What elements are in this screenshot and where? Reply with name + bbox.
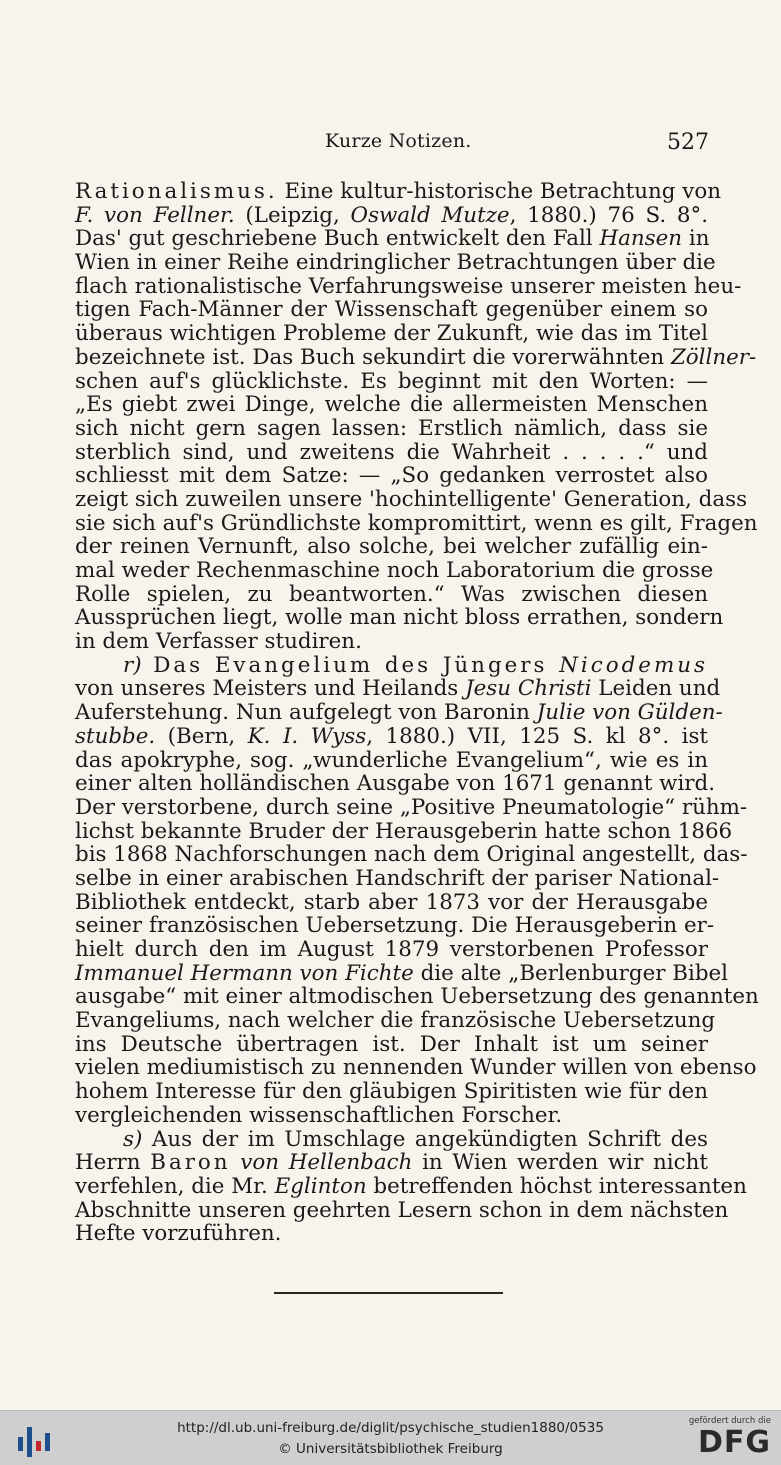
copyright-text: © Universitätsbibliothek Freiburg xyxy=(278,1441,503,1457)
text-segment: mal weder Rechenmaschine noch Laboratorium die grosse xyxy=(75,558,714,583)
text-segment: der reinen Vernunft, also solche, bei welcher zufällig ein- xyxy=(75,534,708,560)
text-segment: Leiden und xyxy=(591,676,721,702)
text-segment: hielt durch den im August 1879 verstorbenen Professor xyxy=(75,937,708,962)
text-segment: ausgabe“ mit einer altmodischen Uebersetzung des genannten xyxy=(75,984,759,1010)
text-line xyxy=(75,1128,708,1152)
text-line xyxy=(75,322,708,346)
text-line xyxy=(75,1197,729,1223)
text-segment: „Es giebt zwei Dinge, welche die allermeisten Menschen xyxy=(75,392,708,418)
text-segment: stubbe. xyxy=(75,723,156,749)
dfg-caption: gefördert durch die xyxy=(688,1416,771,1426)
text-segment: Hefte vorzuführen. xyxy=(75,1221,282,1247)
text-segment: K. I. Wyss xyxy=(247,723,367,749)
text-line xyxy=(75,865,720,891)
text-segment: vielen mediumistisch zu nennenden Wunder willen von ebenso xyxy=(75,1055,757,1081)
end-rule xyxy=(274,1292,503,1294)
text-segment: Evangeliums, nach welcher die französische Uebersetzung xyxy=(75,1008,716,1034)
text-line xyxy=(75,417,708,441)
text-line xyxy=(75,891,708,915)
text-line xyxy=(75,913,715,939)
text-segment: selbe in einer arabischen Handschrift der pariser National- xyxy=(75,865,720,891)
text-line xyxy=(75,938,708,962)
text-line xyxy=(75,771,716,797)
dfg-logo: DFG xyxy=(697,1425,771,1460)
text-segment: Baron xyxy=(150,1150,231,1176)
text-line xyxy=(75,1080,708,1104)
text-segment: , 1880.) 76 S. 8°. xyxy=(509,202,709,228)
text-segment: Julie von Gülden- xyxy=(536,700,723,726)
text-segment: verfehlen, die Mr. xyxy=(75,1173,275,1199)
text-segment: F. von Fellner. xyxy=(75,202,235,228)
page-number: 527 xyxy=(667,130,709,155)
text-segment: r) xyxy=(123,652,142,678)
text-line xyxy=(75,960,729,986)
text-line xyxy=(75,1033,708,1057)
text-segment: seiner französischen Uebersetzung. Die Herausgeberin er- xyxy=(75,913,715,939)
text-segment: Eine kultur-historische Betrachtung von xyxy=(277,179,722,204)
text-line xyxy=(75,464,708,488)
text-line xyxy=(75,583,708,607)
text-segment: (Bern, xyxy=(155,723,248,749)
text-segment: in xyxy=(682,226,710,252)
text-segment: Der verstorbene, durch seine „Positive Pneumatologie“ rühm- xyxy=(75,794,748,820)
text-segment: sich nicht gern sagen lassen: Erstlich nämlich, dass sie xyxy=(75,415,708,441)
text-segment: Das' gut geschriebene Buch entwickelt den Fall xyxy=(75,226,600,252)
text-segment: sterblich sind, und zweitens die Wahrheit . . . . .“ und xyxy=(75,439,708,465)
text-segment: Aus der im Umschlage angekündigten Schrift des xyxy=(142,1126,708,1152)
text-line xyxy=(75,1008,716,1034)
text-segment: sie sich auf's Gründlichste kompromittirt, wenn es gilt, Fragen xyxy=(75,510,758,536)
text-line xyxy=(75,179,722,204)
text-segment: in Wien werden wir nicht xyxy=(412,1150,708,1176)
text-line xyxy=(75,842,748,868)
text-segment: Herrn xyxy=(75,1150,151,1176)
text-segment: Aussprüchen liegt, wolle man nicht bloss errathen, sondern xyxy=(75,605,724,631)
text-segment: (Leipzig, xyxy=(234,202,351,228)
text-segment: Rationalismus. xyxy=(75,179,278,204)
footer-bar xyxy=(0,1410,781,1465)
text-line xyxy=(75,654,708,678)
text-line xyxy=(75,393,708,417)
text-line xyxy=(75,204,708,228)
text-segment: Zöllner- xyxy=(670,344,757,370)
text-line xyxy=(75,1055,757,1081)
text-line xyxy=(75,558,714,583)
text-segment: in dem Verfasser studiren. xyxy=(75,629,362,655)
text-segment: schliesst mit dem Satze: — „So gedanken verrostet also xyxy=(75,463,708,489)
text-segment: tigen Fach-Männer der Wissenschaft gegenüber einem so xyxy=(75,297,708,323)
text-line xyxy=(75,250,716,276)
text-line xyxy=(75,984,759,1010)
text-segment: hohem Interesse für den gläubigen Spiritisten wie für den xyxy=(75,1079,708,1105)
text-segment: lichst bekannte Bruder der Herausgeberin hatte schon 1866 xyxy=(75,818,733,844)
source-url-link[interactable]: http://dl.ub.uni-freiburg.de/diglit/psychische_studien1880/0535 xyxy=(177,1420,604,1436)
text-line xyxy=(75,370,708,394)
text-line xyxy=(75,273,742,299)
text-segment: Jesu Christi xyxy=(465,676,592,702)
body-text xyxy=(75,179,759,1247)
text-segment: schen auf's glücklichste. Es beginnt mit den Worten: — xyxy=(75,368,708,394)
text-line xyxy=(75,749,708,773)
text-segment: Oswald Mutze xyxy=(350,202,510,228)
text-line xyxy=(75,700,723,726)
text-segment: zeigt sich zuweilen unsere 'hochintelligente' Generation, dass xyxy=(75,486,748,512)
text-line xyxy=(75,441,708,465)
text-line xyxy=(75,1173,747,1199)
text-segment: überaus wichtigen Probleme der Zukunft, wie das im Titel xyxy=(75,321,708,347)
text-segment: Rolle spielen, zu beantworten.“ Was zwischen diesen xyxy=(75,581,708,607)
text-segment: , 1880.) VII, 125 S. kl 8°. ist xyxy=(366,723,709,749)
text-segment: s) xyxy=(123,1126,143,1152)
text-line xyxy=(75,1104,708,1128)
text-line xyxy=(75,630,708,654)
text-segment: Nicodemus xyxy=(559,652,708,678)
text-segment: betreffenden höchst interessanten xyxy=(366,1173,747,1199)
text-line xyxy=(75,486,748,512)
text-segment: vergleichenden wissenschaftlichen Forscher. xyxy=(75,1102,563,1128)
text-segment: Wien in einer Reihe eindringlicher Betrachtungen über die xyxy=(75,250,716,276)
text-line xyxy=(75,298,708,322)
text-segment: das apokryphe, sog. „wunderliche Evangelium“, wie es in xyxy=(75,747,708,773)
text-segment: von Hellenbach xyxy=(240,1150,413,1176)
text-segment: von unseres Meisters und Heilands xyxy=(75,676,466,702)
text-line xyxy=(75,1151,708,1175)
text-line xyxy=(75,510,758,536)
text-segment: bis 1868 Nachforschungen nach dem Original angestellt, das- xyxy=(75,842,748,868)
text-line xyxy=(75,1222,708,1246)
text-segment: Abschnitte unseren geehrten Lesern schon in dem nächsten xyxy=(75,1197,729,1223)
page-header xyxy=(0,130,781,164)
text-segment: Das Evangelium des Jüngers xyxy=(141,652,560,678)
text-segment: Auferstehung. Nun aufgelegt von Baronin xyxy=(75,700,537,726)
running-title: Kurze Notizen. xyxy=(325,130,472,152)
text-segment: Eglinton xyxy=(274,1173,367,1199)
text-segment: ins Deutsche übertragen ist. Der Inhalt ist um seiner xyxy=(75,1031,708,1057)
text-segment: einer alten holländischen Ausgabe von 1671 genannt wird. xyxy=(75,771,716,797)
text-segment: bezeichnete ist. Das Buch sekundirt die vorerwähnten xyxy=(75,344,671,370)
text-segment xyxy=(231,1150,241,1175)
text-line xyxy=(75,535,708,559)
text-segment: Hansen xyxy=(599,226,683,252)
text-line xyxy=(75,725,708,749)
text-line xyxy=(75,676,721,702)
text-segment: die alte „Berlenburger Bibel xyxy=(413,960,729,986)
text-line xyxy=(75,227,708,251)
text-line xyxy=(75,605,724,631)
text-segment: Bibliothek entdeckt, starb aber 1873 vor der Herausgabe xyxy=(75,889,708,915)
text-segment: flach rationalistische Verfahrungsweise unserer meisten heu- xyxy=(75,273,742,299)
text-segment: Immanuel Hermann von Fichte xyxy=(75,960,414,986)
text-line xyxy=(75,794,748,820)
text-line xyxy=(75,344,757,370)
text-line xyxy=(75,818,733,844)
